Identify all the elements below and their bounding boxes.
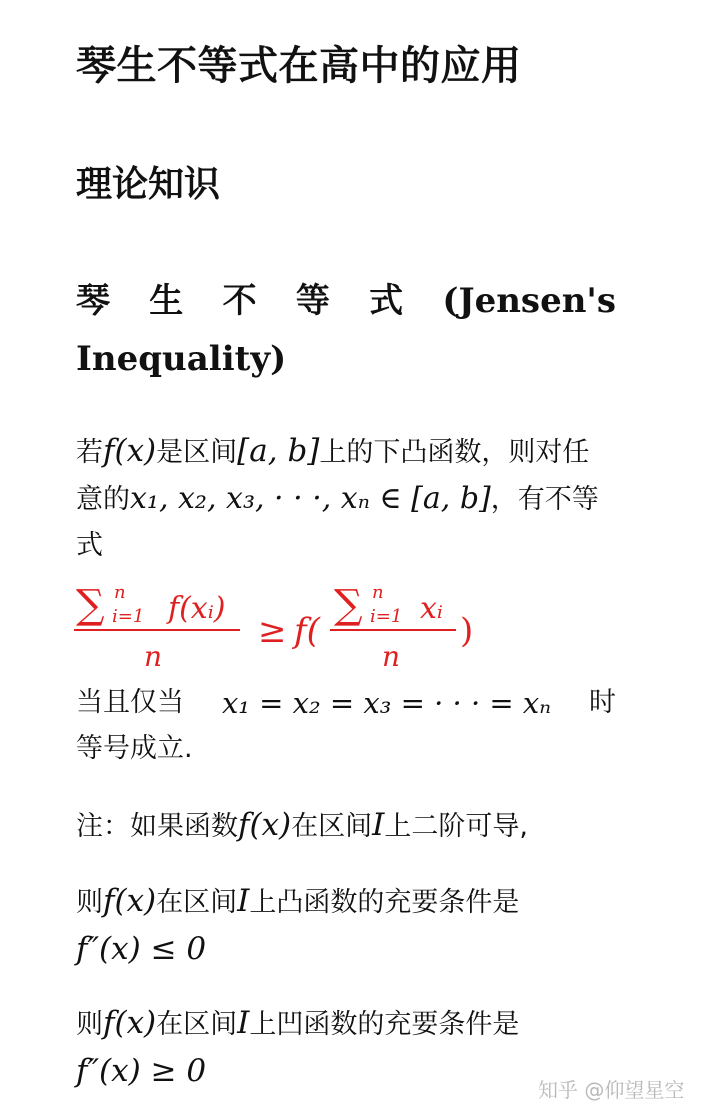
sum-lower-left: i=1	[112, 606, 145, 627]
convex-condition: 则f(x)在区间I上凸函数的充要条件是 f″(x) ≤ 0	[76, 883, 520, 967]
definition-paragraph: 若f(x)是区间[a, b]上的下凸函数，则对任 意的x₁, x₂, x₃, · · ·, xₙ ∈ [a, b]，有不等 式	[76, 433, 599, 561]
relation-symbol: ≥	[258, 611, 287, 651]
note-paragraph: 注：如果函数f(x)在区间I上二阶可导,	[76, 807, 528, 843]
sum-upper-right: n	[372, 582, 384, 603]
heading-english-1: (Jensen's	[442, 281, 616, 321]
page-title: 琴生不等式在高中的应用	[76, 43, 522, 89]
heading-char-4: 等	[295, 281, 330, 321]
heading-char-2: 生	[149, 281, 184, 321]
heading-char-5: 式	[369, 281, 404, 321]
left-term: f(xᵢ)	[168, 591, 226, 626]
denominator-right: n	[382, 640, 401, 673]
heading-char-1: 琴	[76, 281, 110, 321]
concave-condition: 则f(x)在区间I上凹函数的充要条件是 f″(x) ≥ 0	[76, 1005, 520, 1089]
jensen-formula	[72, 578, 552, 678]
subsection-heading	[76, 272, 616, 388]
sum-upper-left: n	[114, 582, 126, 603]
close-paren: )	[460, 611, 474, 651]
f-label: f(	[294, 611, 320, 651]
watermark: 知乎 @仰望星空	[538, 1078, 685, 1102]
denominator-left: n	[144, 640, 163, 673]
section-heading: 理论知识	[76, 164, 221, 205]
sum-lower-right: i=1	[370, 606, 403, 627]
heading-char-3: 不	[222, 281, 257, 321]
heading-english-2: Inequality)	[76, 339, 287, 379]
sum-symbol-left: ∑	[76, 582, 105, 628]
right-term: xᵢ	[420, 591, 443, 626]
sum-symbol-right: ∑	[334, 582, 363, 628]
equality-paragraph: 当且仅当 x₁ = x₂ = x₃ = · · · = xₙ 时 等号成立.	[76, 686, 616, 764]
